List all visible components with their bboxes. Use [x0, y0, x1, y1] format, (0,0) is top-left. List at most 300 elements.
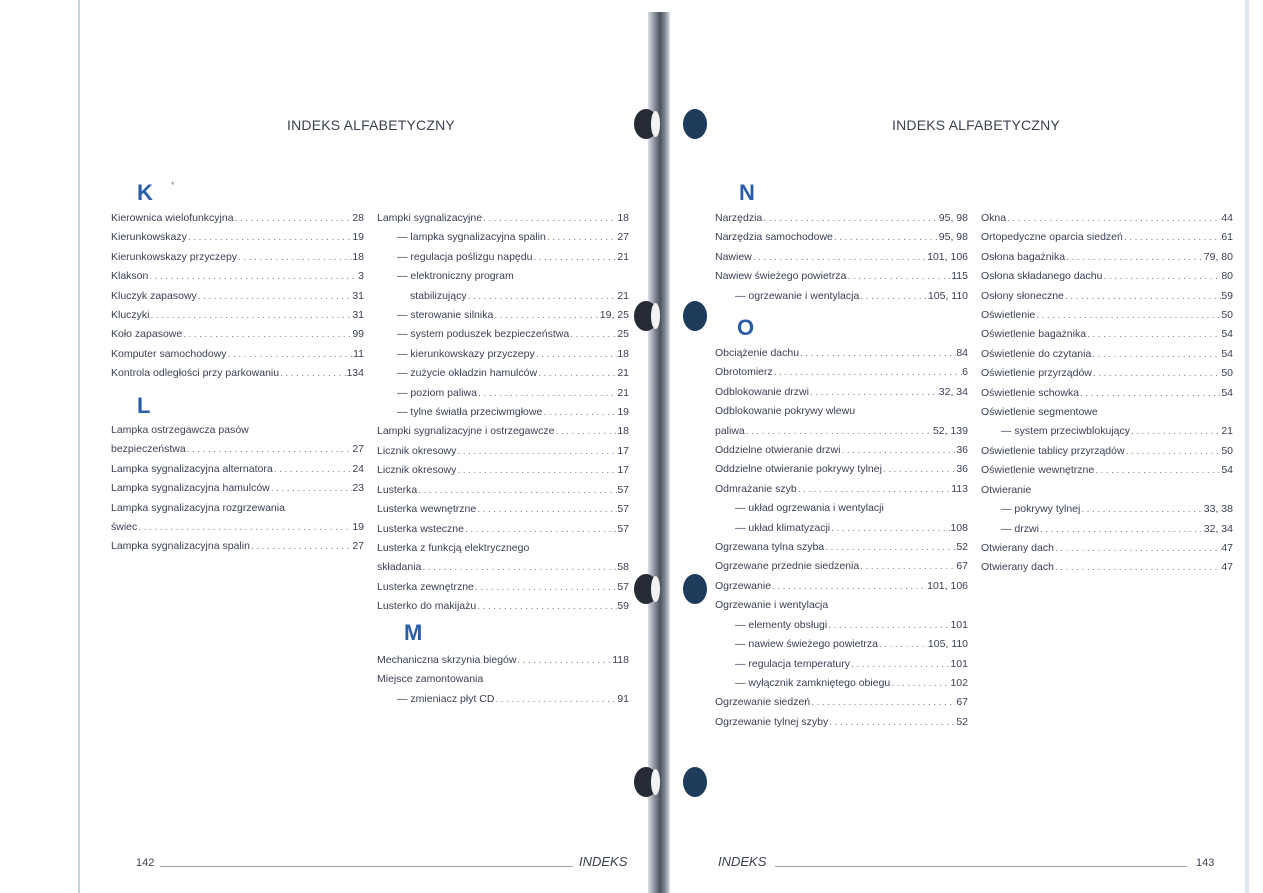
index-entry	[715, 460, 968, 479]
index-entry	[981, 248, 1233, 267]
left-page-number: 142	[136, 857, 155, 869]
index-entry-page: 95, 98	[938, 212, 968, 224]
binder-hole	[634, 301, 658, 331]
leader-dots	[421, 558, 617, 577]
leader-dots	[773, 363, 962, 382]
index-entry-term: — ogrzewanie i wentylacja	[735, 289, 860, 302]
index-entry	[377, 651, 629, 670]
index-entry	[377, 558, 629, 577]
index-entry	[981, 287, 1233, 306]
index-entry-term: Lampka ostrzegawcza pasów	[111, 424, 249, 436]
leader-dots	[417, 481, 617, 500]
index-entry-page: 54	[1221, 386, 1233, 399]
leader-dots	[752, 248, 927, 267]
index-entry-page: 27	[352, 540, 364, 553]
index-entry-page: 101	[950, 618, 968, 631]
index-entry-term: Nawiew świeżego powietrza	[715, 270, 847, 283]
index-entry-term: bezpieczeństwa	[111, 443, 186, 456]
index-entry-term: Lusterka z funkcją elektrycznego	[377, 541, 530, 554]
index-entry-term: Nawiew	[715, 250, 752, 263]
index-entry-term: Lusterka wsteczne	[377, 522, 464, 535]
index-entry-term: Oświetlenie do czytania	[981, 347, 1092, 360]
index-entry-term: Kierownica wielofunkcyjna	[111, 212, 234, 224]
index-entry-page: 59	[1221, 289, 1233, 302]
index-entry-page: 113	[951, 482, 968, 495]
index-entry	[981, 461, 1233, 480]
index-entry-page: 27	[617, 231, 629, 244]
index-entry-page: 18	[617, 425, 629, 438]
binder-hole	[683, 574, 707, 604]
index-entry-term: Oświetlenie przyrządów	[981, 367, 1092, 380]
index-entry	[111, 325, 364, 344]
index-entry-term: Okna	[981, 212, 1007, 224]
index-entry-term: Komputer samochodowy	[111, 347, 227, 360]
index-entry	[377, 500, 629, 519]
leader-dots	[850, 655, 951, 674]
leader-dots	[797, 480, 952, 499]
index-entry-page: 32, 34	[1203, 522, 1233, 535]
index-entry	[111, 248, 364, 267]
index-entry	[981, 325, 1233, 344]
leader-dots	[537, 364, 617, 383]
leader-dots	[279, 364, 346, 383]
index-entry-page: 44	[1221, 212, 1233, 224]
index-entry	[111, 287, 364, 306]
index-entry	[111, 537, 364, 556]
index-entry	[111, 306, 364, 325]
index-column-right-2	[981, 209, 1233, 578]
index-entry-page: 24	[352, 462, 364, 475]
index-entry-page: 47	[1221, 541, 1233, 554]
leader-dots	[859, 557, 956, 576]
index-entry-term: — drzwi	[1001, 522, 1039, 535]
leader-dots	[150, 306, 353, 325]
index-entry-term: Lampki sygnalizacyjne i ostrzegawcze	[377, 425, 555, 438]
index-entry-page: 52, 139	[932, 424, 968, 437]
index-entry-term: Lusterka wewnętrzne	[377, 503, 477, 516]
leader-dots	[1102, 267, 1221, 286]
index-entry	[981, 267, 1233, 286]
index-entry-term: Oświetlenie	[981, 309, 1036, 322]
leader-dots	[1130, 422, 1221, 441]
index-entry-term: Oświetlenie segmentowe	[981, 406, 1098, 419]
index-entry-term: — system poduszek bezpieczeństwa	[397, 328, 570, 341]
index-entry-page: 84	[956, 347, 968, 359]
index-entry-term: — elementy obsługi	[735, 618, 828, 631]
index-entry-page: 58	[617, 561, 629, 574]
index-entry-term: Obciążenie dachu	[715, 347, 800, 359]
leader-dots	[799, 344, 956, 363]
section-letter-k: K	[137, 180, 153, 205]
binder-hole	[634, 767, 658, 797]
binder-hole	[634, 574, 658, 604]
section-letter-l: L	[137, 393, 151, 418]
index-entry-page: 52	[956, 541, 968, 554]
index-entry-term: Kierunkowskazy	[111, 231, 187, 244]
index-entry-term: Otwierany dach	[981, 561, 1054, 574]
leader-dots	[1065, 248, 1204, 267]
index-entry-page: 18	[617, 212, 629, 224]
index-entry	[377, 670, 629, 689]
right-footer-label: INDEKS	[718, 854, 767, 869]
leader-dots	[810, 693, 956, 712]
index-entry-term: Lampka sygnalizacyjna hamulców	[111, 482, 270, 495]
leader-dots	[1006, 209, 1221, 228]
leader-dots	[476, 597, 617, 616]
leader-dots	[227, 345, 354, 364]
index-entry	[111, 460, 364, 479]
index-entry-page: 21	[617, 289, 629, 302]
index-entry	[111, 518, 364, 537]
index-entry-term: Ogrzewanie i wentylacja	[715, 599, 829, 612]
leader-dots	[464, 520, 617, 539]
index-entry	[981, 481, 1233, 500]
index-entry	[715, 616, 968, 635]
index-entry	[715, 538, 968, 557]
index-entry	[981, 422, 1233, 441]
index-entry-page: 21	[1221, 425, 1233, 438]
leader-dots	[1080, 500, 1203, 519]
index-entry-term: stabilizujący	[410, 289, 467, 302]
index-entry	[715, 480, 968, 499]
index-entry-term: Odblokowanie drzwi	[715, 385, 809, 398]
leader-dots	[516, 651, 612, 670]
footer-rule	[160, 866, 573, 867]
index-entry-page: 21	[617, 250, 629, 263]
leader-dots	[476, 500, 617, 519]
section-letter-o: O	[737, 315, 755, 340]
index-entry	[981, 384, 1233, 403]
leader-dots	[828, 713, 956, 732]
index-entry-page: 21	[617, 367, 629, 380]
index-entry	[981, 520, 1233, 539]
index-entry	[377, 520, 629, 539]
index-entry-page: 54	[1221, 464, 1233, 477]
index-entry-term: świec	[111, 521, 138, 534]
scan-edge-right	[1245, 0, 1249, 893]
index-entry	[715, 383, 968, 402]
leader-dots	[456, 442, 617, 461]
index-entry-term: — system przeciwblokujący	[1001, 425, 1130, 438]
leader-dots	[535, 345, 618, 364]
index-entry	[715, 287, 968, 306]
index-entry-page: 95, 98	[938, 231, 968, 244]
index-entry-term: Ogrzewanie siedzeń	[715, 696, 811, 709]
index-entry	[981, 345, 1233, 364]
index-entry-page: 91	[617, 692, 629, 705]
leader-dots	[273, 460, 353, 479]
leader-dots	[477, 384, 617, 403]
index-entry	[377, 345, 629, 364]
index-entry-page: 54	[1221, 328, 1233, 341]
index-entry-page: 17	[617, 464, 629, 477]
index-entry-page: 47	[1221, 561, 1233, 574]
index-entry	[377, 403, 629, 422]
leader-dots	[474, 578, 617, 597]
index-entry-term: Koło zapasowe	[111, 328, 183, 341]
index-entry-term: Lampka sygnalizacyjna rozgrzewania	[111, 501, 285, 514]
index-entry	[981, 228, 1233, 247]
leader-dots	[1054, 558, 1221, 577]
index-entry	[715, 635, 968, 654]
index-entry-term: Lampka sygnalizacyjna spalin	[111, 540, 250, 553]
index-entry-term: Oświetlenie wewnętrzne	[981, 464, 1095, 477]
index-entry	[377, 461, 629, 480]
index-entry-term: Osłony słoneczne	[981, 289, 1064, 302]
section-letter-m: M	[404, 620, 423, 645]
leader-dots	[1094, 461, 1221, 480]
index-entry-page: 27	[352, 443, 364, 456]
leader-dots	[1086, 325, 1221, 344]
index-entry-page: 19, 25	[599, 309, 629, 322]
index-entry-page: 18	[617, 347, 629, 360]
leader-dots	[809, 383, 939, 402]
index-entry	[715, 596, 968, 615]
binder-hole	[683, 767, 707, 797]
leader-dots	[234, 209, 353, 228]
index-entry-term: Narzędzia samochodowe	[715, 231, 833, 244]
index-entry	[715, 557, 968, 576]
leader-dots	[827, 616, 950, 635]
index-entry-term: Oświetlenie schowka	[981, 386, 1080, 399]
index-entry-page: 101	[950, 657, 968, 670]
index-column-right-1-o	[715, 344, 968, 732]
leader-dots	[1092, 364, 1221, 383]
index-entry	[377, 481, 629, 500]
index-entry-page: 99	[352, 328, 364, 341]
index-entry	[981, 442, 1233, 461]
index-entry-page: 19	[617, 406, 629, 419]
index-entry-page: 36	[956, 463, 968, 476]
index-entry	[377, 325, 629, 344]
index-entry	[715, 267, 968, 286]
index-entry	[715, 693, 968, 712]
index-entry	[715, 713, 968, 732]
index-entry-term: Oświetlenie bagażnika	[981, 328, 1087, 341]
index-entry-term: — elektroniczny program	[397, 270, 514, 283]
index-entry-term: — wyłącznik zamkniętego obiegu	[735, 676, 891, 689]
index-entry-page: 115	[951, 270, 968, 283]
leader-dots	[187, 228, 352, 247]
index-entry-term: Lusterko do makijażu	[377, 600, 477, 613]
leader-dots	[824, 538, 956, 557]
index-entry-page: 50	[1221, 309, 1233, 322]
index-entry-term: Osłona składanego dachu	[981, 270, 1103, 283]
leader-dots	[1035, 306, 1221, 325]
leader-dots	[771, 577, 927, 596]
leader-dots	[137, 518, 352, 537]
index-column-left-1-l	[111, 421, 364, 557]
index-entry-term: Obrotomierz	[715, 366, 773, 379]
index-entry	[377, 248, 629, 267]
leader-dots	[1123, 228, 1221, 247]
leader-dots	[554, 422, 617, 441]
index-entry	[981, 558, 1233, 577]
index-entry	[111, 228, 364, 247]
leader-dots	[467, 287, 618, 306]
index-entry-term: Odmrażanie szyb	[715, 482, 797, 495]
section-letter-n: N	[739, 180, 755, 205]
index-entry	[111, 440, 364, 459]
index-entry-page: 19	[352, 231, 364, 244]
index-entry-term: Miejsce zamontowania	[377, 673, 484, 686]
index-entry-term: — zmieniacz płyt CD	[397, 692, 495, 705]
index-entry	[111, 479, 364, 498]
leader-dots	[494, 690, 617, 709]
binder-hole	[683, 109, 707, 139]
index-entry	[111, 345, 364, 364]
index-entry-term: — poziom paliwa	[397, 386, 477, 399]
index-entry	[377, 597, 629, 616]
index-entry	[715, 228, 968, 247]
index-entry-term: Kluczyk zapasowy	[111, 289, 197, 302]
index-entry	[715, 441, 968, 460]
leader-dots	[569, 325, 617, 344]
index-entry-page: 32, 34	[938, 385, 968, 398]
index-entry	[981, 364, 1233, 383]
leader-dots	[878, 635, 928, 654]
index-entry-term: — lampka sygnalizacyjna spalin	[397, 231, 546, 244]
index-entry-term: Kontrola odległości przy parkowaniu	[111, 367, 280, 380]
index-entry-term: Odblokowanie pokrywy wlewu	[715, 405, 856, 418]
index-entry-term: paliwa	[715, 424, 745, 437]
index-entry	[981, 539, 1233, 558]
leader-dots	[846, 267, 951, 286]
leader-dots	[833, 228, 939, 247]
index-entry-term: Ogrzewanie	[715, 579, 772, 592]
leader-dots	[1064, 287, 1221, 306]
index-entry-page: 101, 106	[927, 579, 968, 592]
index-entry-page: 57	[617, 503, 629, 516]
leader-dots	[840, 441, 956, 460]
index-entry-term: Lampka sygnalizacyjna alternatora	[111, 462, 273, 475]
index-entry-page: 80	[1221, 270, 1233, 283]
index-entry-page: 50	[1221, 367, 1233, 380]
index-entry	[111, 267, 364, 286]
index-entry-page: 52	[956, 715, 968, 728]
leader-dots	[532, 248, 617, 267]
index-entry-page: 67	[956, 560, 968, 573]
leader-dots	[182, 325, 352, 344]
index-entry-term: Lusterka	[377, 483, 418, 496]
index-entry-page: 36	[956, 444, 968, 457]
index-entry-term: Mechaniczna skrzynia biegów	[377, 654, 517, 666]
leader-dots	[186, 440, 353, 459]
index-entry	[377, 209, 629, 228]
leader-dots	[745, 422, 933, 441]
index-entry-page: 17	[617, 444, 629, 457]
index-entry-page: 118	[612, 654, 629, 666]
index-entry	[715, 248, 968, 267]
index-entry-term: — układ klimatyzacji	[735, 521, 831, 534]
index-entry-term: Ortopedyczne oparcia siedzeń	[981, 231, 1123, 244]
footer-rule	[775, 866, 1187, 867]
left-page-header: INDEKS ALFABETYCZNY	[287, 117, 455, 133]
index-entry-page: 57	[617, 580, 629, 593]
index-entry-page: 33, 38	[1203, 503, 1233, 516]
leader-dots	[1039, 520, 1204, 539]
index-entry-page: 102	[950, 676, 968, 689]
index-entry	[715, 499, 968, 518]
leader-dots	[546, 228, 617, 247]
right-page-header: INDEKS ALFABETYCZNY	[892, 117, 1060, 133]
index-entry-page: 108	[950, 521, 968, 534]
index-entry-page: 105, 110	[927, 289, 968, 302]
index-entry-page: 101, 106	[927, 250, 968, 263]
binder-hole	[683, 301, 707, 331]
index-entry-term: Ogrzewane przednie siedzenia	[715, 560, 860, 573]
leader-dots	[493, 306, 600, 325]
index-entry-term: — pokrywy tylnej	[1001, 503, 1081, 516]
index-entry-term: Oddzielne otwieranie drzwi	[715, 444, 841, 457]
index-entry-term: — sterowanie silnika	[397, 309, 494, 322]
index-entry	[377, 306, 629, 325]
leader-dots	[882, 460, 956, 479]
index-entry-term: — regulacja temperatury	[735, 657, 850, 670]
index-entry-page: 3	[358, 270, 364, 283]
index-entry-term: — układ ogrzewania i wentylacji	[735, 502, 884, 515]
index-entry-page: 6	[962, 366, 968, 379]
index-entry-term: — regulacja poślizgu napędu	[397, 250, 533, 263]
index-entry	[111, 499, 364, 518]
index-entry-page: 105, 110	[927, 638, 968, 651]
leader-dots	[859, 287, 928, 306]
index-entry-page: 19	[352, 521, 364, 534]
binder-hole	[634, 109, 658, 139]
index-entry	[377, 267, 629, 286]
index-entry	[377, 228, 629, 247]
index-entry-page: 50	[1221, 444, 1233, 457]
index-entry-term: Kluczyki	[111, 309, 150, 322]
index-entry	[377, 578, 629, 597]
index-entry-term: — nawiew świeżego powietrza	[735, 638, 878, 651]
index-entry-term: Osłona bagażnika	[981, 250, 1066, 263]
index-entry-term: Lusterka zewnętrzne	[377, 580, 474, 593]
index-entry	[715, 655, 968, 674]
index-entry	[715, 577, 968, 596]
leader-dots	[1054, 539, 1221, 558]
right-page-number: 143	[1196, 857, 1215, 869]
index-entry-page: 59	[617, 600, 629, 613]
index-entry-term: — kierunkowskazy przyczepy	[397, 347, 535, 360]
index-entry	[981, 403, 1233, 422]
left-footer-label: INDEKS	[579, 854, 628, 869]
index-entry-term: Narzędzia	[715, 212, 763, 224]
leader-dots	[890, 674, 950, 693]
index-entry	[377, 422, 629, 441]
leader-dots	[270, 479, 353, 498]
index-entry	[111, 421, 364, 440]
index-entry-term: Licznik okresowy	[377, 464, 457, 477]
leader-dots	[1079, 384, 1221, 403]
index-entry-page: 25	[617, 328, 629, 341]
index-entry	[715, 363, 968, 382]
index-entry-page: 23	[352, 482, 364, 495]
leader-dots	[542, 403, 617, 422]
index-entry-page: 54	[1221, 347, 1233, 360]
index-entry	[715, 519, 968, 538]
scan-edge-left	[78, 0, 80, 893]
index-column-right-1-n	[715, 209, 968, 306]
index-entry-term: Kierunkowskazy przyczepy	[111, 250, 238, 263]
leader-dots	[197, 287, 353, 306]
index-entry	[377, 364, 629, 383]
index-entry	[715, 422, 968, 441]
index-entry-term: Oddzielne otwieranie pokrywy tylnej	[715, 463, 882, 476]
index-entry-page: 67	[956, 696, 968, 709]
leader-dots	[482, 209, 617, 228]
index-entry	[377, 690, 629, 709]
